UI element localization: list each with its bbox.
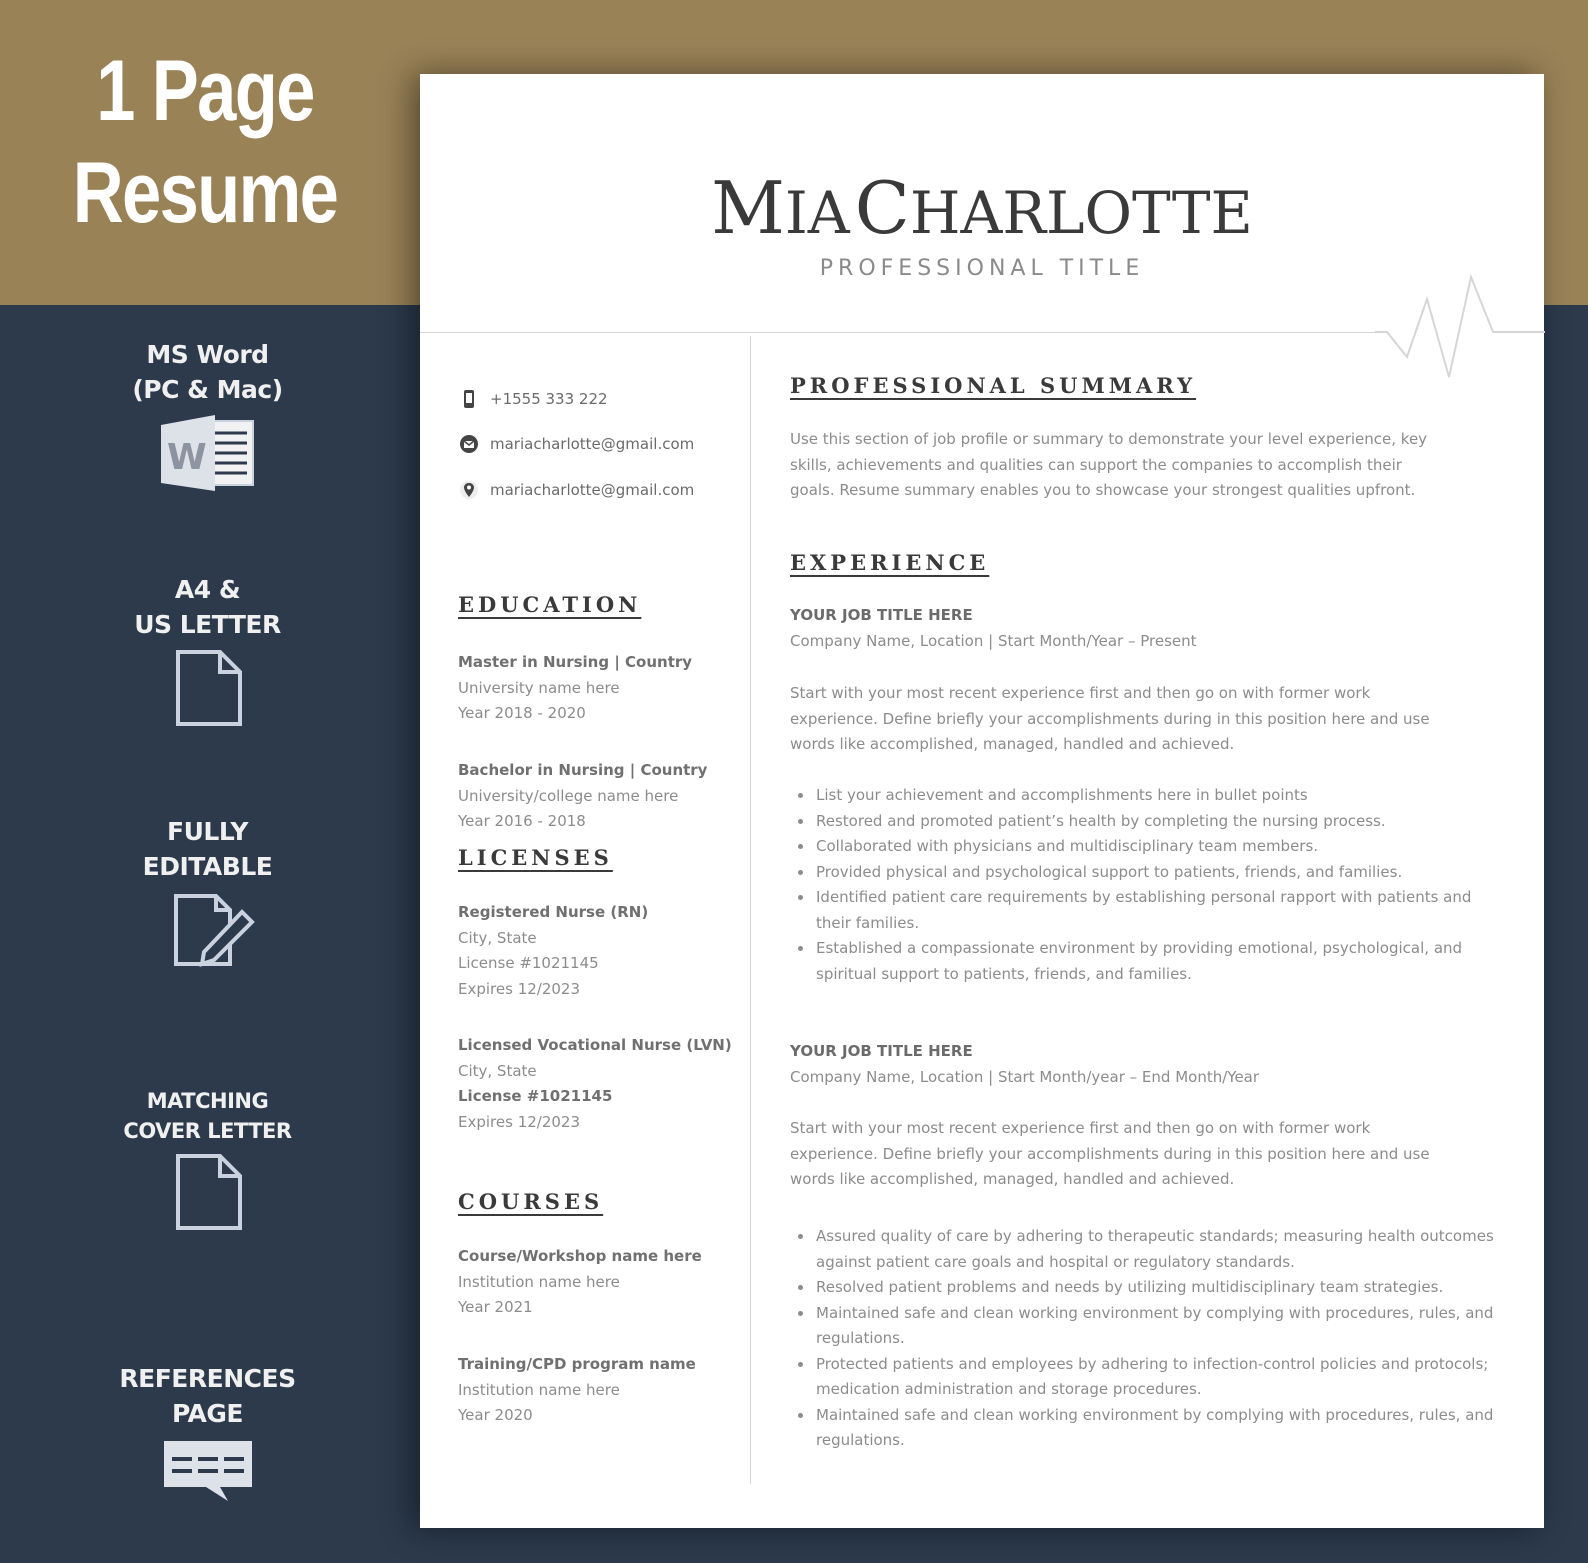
bullet-item: • Maintained safe and clean working environment by complying with procedures, rules, and regulations. — [814, 1403, 1504, 1454]
phone-icon — [458, 388, 480, 410]
feature-references — [0, 1361, 415, 1507]
job-bullets — [790, 783, 1504, 987]
job-title: YOUR JOB TITLE HERE — [790, 606, 973, 624]
bullet-item: • Resolved patient problems and needs by utilizing multidisciplinary team strategies. — [814, 1275, 1504, 1301]
promo-title-line2: Resume — [72, 145, 338, 241]
email-icon — [458, 433, 480, 455]
feature-label: EDITABLE — [142, 852, 273, 881]
job-description: Start with your most recent experience first and then go on with former work experience. Define briefly your accomplishments during in this position here and use words like accomplished, managed, handled and achieved. — [790, 1119, 1430, 1188]
resume-page — [420, 74, 1544, 1528]
contact-email-text: mariacharlotte@gmail.com — [490, 435, 695, 453]
feature-label: US LETTER — [134, 610, 281, 639]
bullet-item: • Assured quality of care by adhering to therapeutic standards; measuring health outcomes against patient care goals and hospital or regulatory standards. — [814, 1224, 1504, 1275]
feature-label: COVER LETTER — [123, 1119, 292, 1143]
feature-label: MS Word — [146, 340, 269, 369]
bullet-item: • Restored and promoted patient’s health by completing the nursing process. — [814, 809, 1504, 835]
word-icon — [153, 413, 263, 493]
feature-label: MATCHING — [146, 1089, 269, 1113]
resume-name: MIA CHARLOTTE — [711, 166, 1253, 250]
feature-editable — [0, 814, 415, 970]
license-entry: Registered Nurse (RN) City, State License #1021145 Expires 12/2023 — [458, 903, 649, 998]
license-entry: Licensed Vocational Nurse (LVN) City, State License #1021145 Expires 12/2023 — [458, 1036, 732, 1131]
bullet-item: • Collaborated with physicians and multidisciplinary team members. — [814, 834, 1504, 860]
contact-phone-text: +1555 333 222 — [490, 390, 608, 408]
document-icon — [168, 648, 248, 728]
promo-title-line1: 1 Page — [96, 43, 314, 139]
job-description: Start with your most recent experience first and then go on with former work experience. Define briefly your accomplishments during in this position here and use words like accomplished, managed, handled and achieved. — [790, 684, 1430, 753]
feature-label: REFERENCES — [119, 1364, 296, 1393]
education-entry: Master in Nursing | Country University name here Year 2018 - 2020 — [458, 653, 693, 722]
section-heading-licenses: LICENSES — [458, 845, 613, 870]
course-entry: Training/CPD program name Institution name here Year 2020 — [458, 1355, 696, 1424]
feature-cover-letter — [0, 1086, 415, 1232]
bullet-item: • Established a compassionate environment by providing emotional, psychological, and spiritual support to patients, friends, and families. — [814, 936, 1504, 987]
bullet-item: • Provided physical and psychological support to patients, friends, and families. — [814, 860, 1504, 886]
feature-a4-letter — [0, 572, 415, 728]
job-meta: Company Name, Location | Start Month/year – End Month/Year — [790, 1068, 1260, 1086]
course-entry: Course/Workshop name here Institution name here Year 2021 — [458, 1247, 702, 1316]
summary-text: Use this section of job profile or summary to demonstrate your level experience, key skills, achievements and qualities can support the companies to accomplish their goals. Resume summary enables you to showcase your strongest qualities upfront. — [790, 430, 1428, 499]
feature-label: FULLY — [167, 817, 248, 846]
document-icon — [168, 1152, 248, 1232]
feature-label: PAGE — [172, 1399, 243, 1428]
edit-document-icon — [158, 890, 258, 970]
professional-title: PROFESSIONAL TITLE — [819, 256, 1145, 281]
section-heading-courses: COURSES — [458, 1189, 604, 1214]
bullet-item: • Protected patients and employees by adhering to infection-control policies and protocols; medication administration and storage procedures. — [814, 1352, 1504, 1403]
bullet-item: • Identified patient care requirements by establishing personal rapport with patients and their families. — [814, 885, 1504, 936]
feature-label: A4 & — [174, 575, 241, 604]
bullet-item: • Maintained safe and clean working environment by complying with procedures, rules, and regulations. — [814, 1301, 1504, 1352]
column-divider — [750, 336, 751, 1484]
education-entry: Bachelor in Nursing | Country University/college name here Year 2016 - 2018 — [458, 761, 708, 830]
feature-ms-word — [0, 337, 415, 493]
contact-location — [458, 479, 694, 501]
svg-text:W: W — [166, 437, 207, 478]
section-heading-summary: PROFESSIONAL SUMMARY — [790, 373, 1197, 398]
bullet-item: • List your achievement and accomplishments here in bullet points — [814, 783, 1504, 809]
header-divider — [420, 332, 1385, 333]
job-bullets — [790, 1224, 1504, 1454]
section-heading-education: EDUCATION — [458, 592, 642, 617]
section-heading-experience: EXPERIENCE — [790, 550, 990, 575]
comment-icon — [158, 1437, 258, 1507]
job-title: YOUR JOB TITLE HERE — [790, 1042, 973, 1060]
contact-phone — [458, 388, 608, 410]
contact-location-text: mariacharlotte@gmail.com — [490, 481, 695, 499]
feature-label: (PC & Mac) — [132, 375, 283, 404]
location-pin-icon — [458, 479, 480, 501]
heartbeat-line-icon — [1375, 269, 1545, 379]
job-meta: Company Name, Location | Start Month/Year – Present — [790, 632, 1197, 650]
contact-email — [458, 433, 694, 455]
